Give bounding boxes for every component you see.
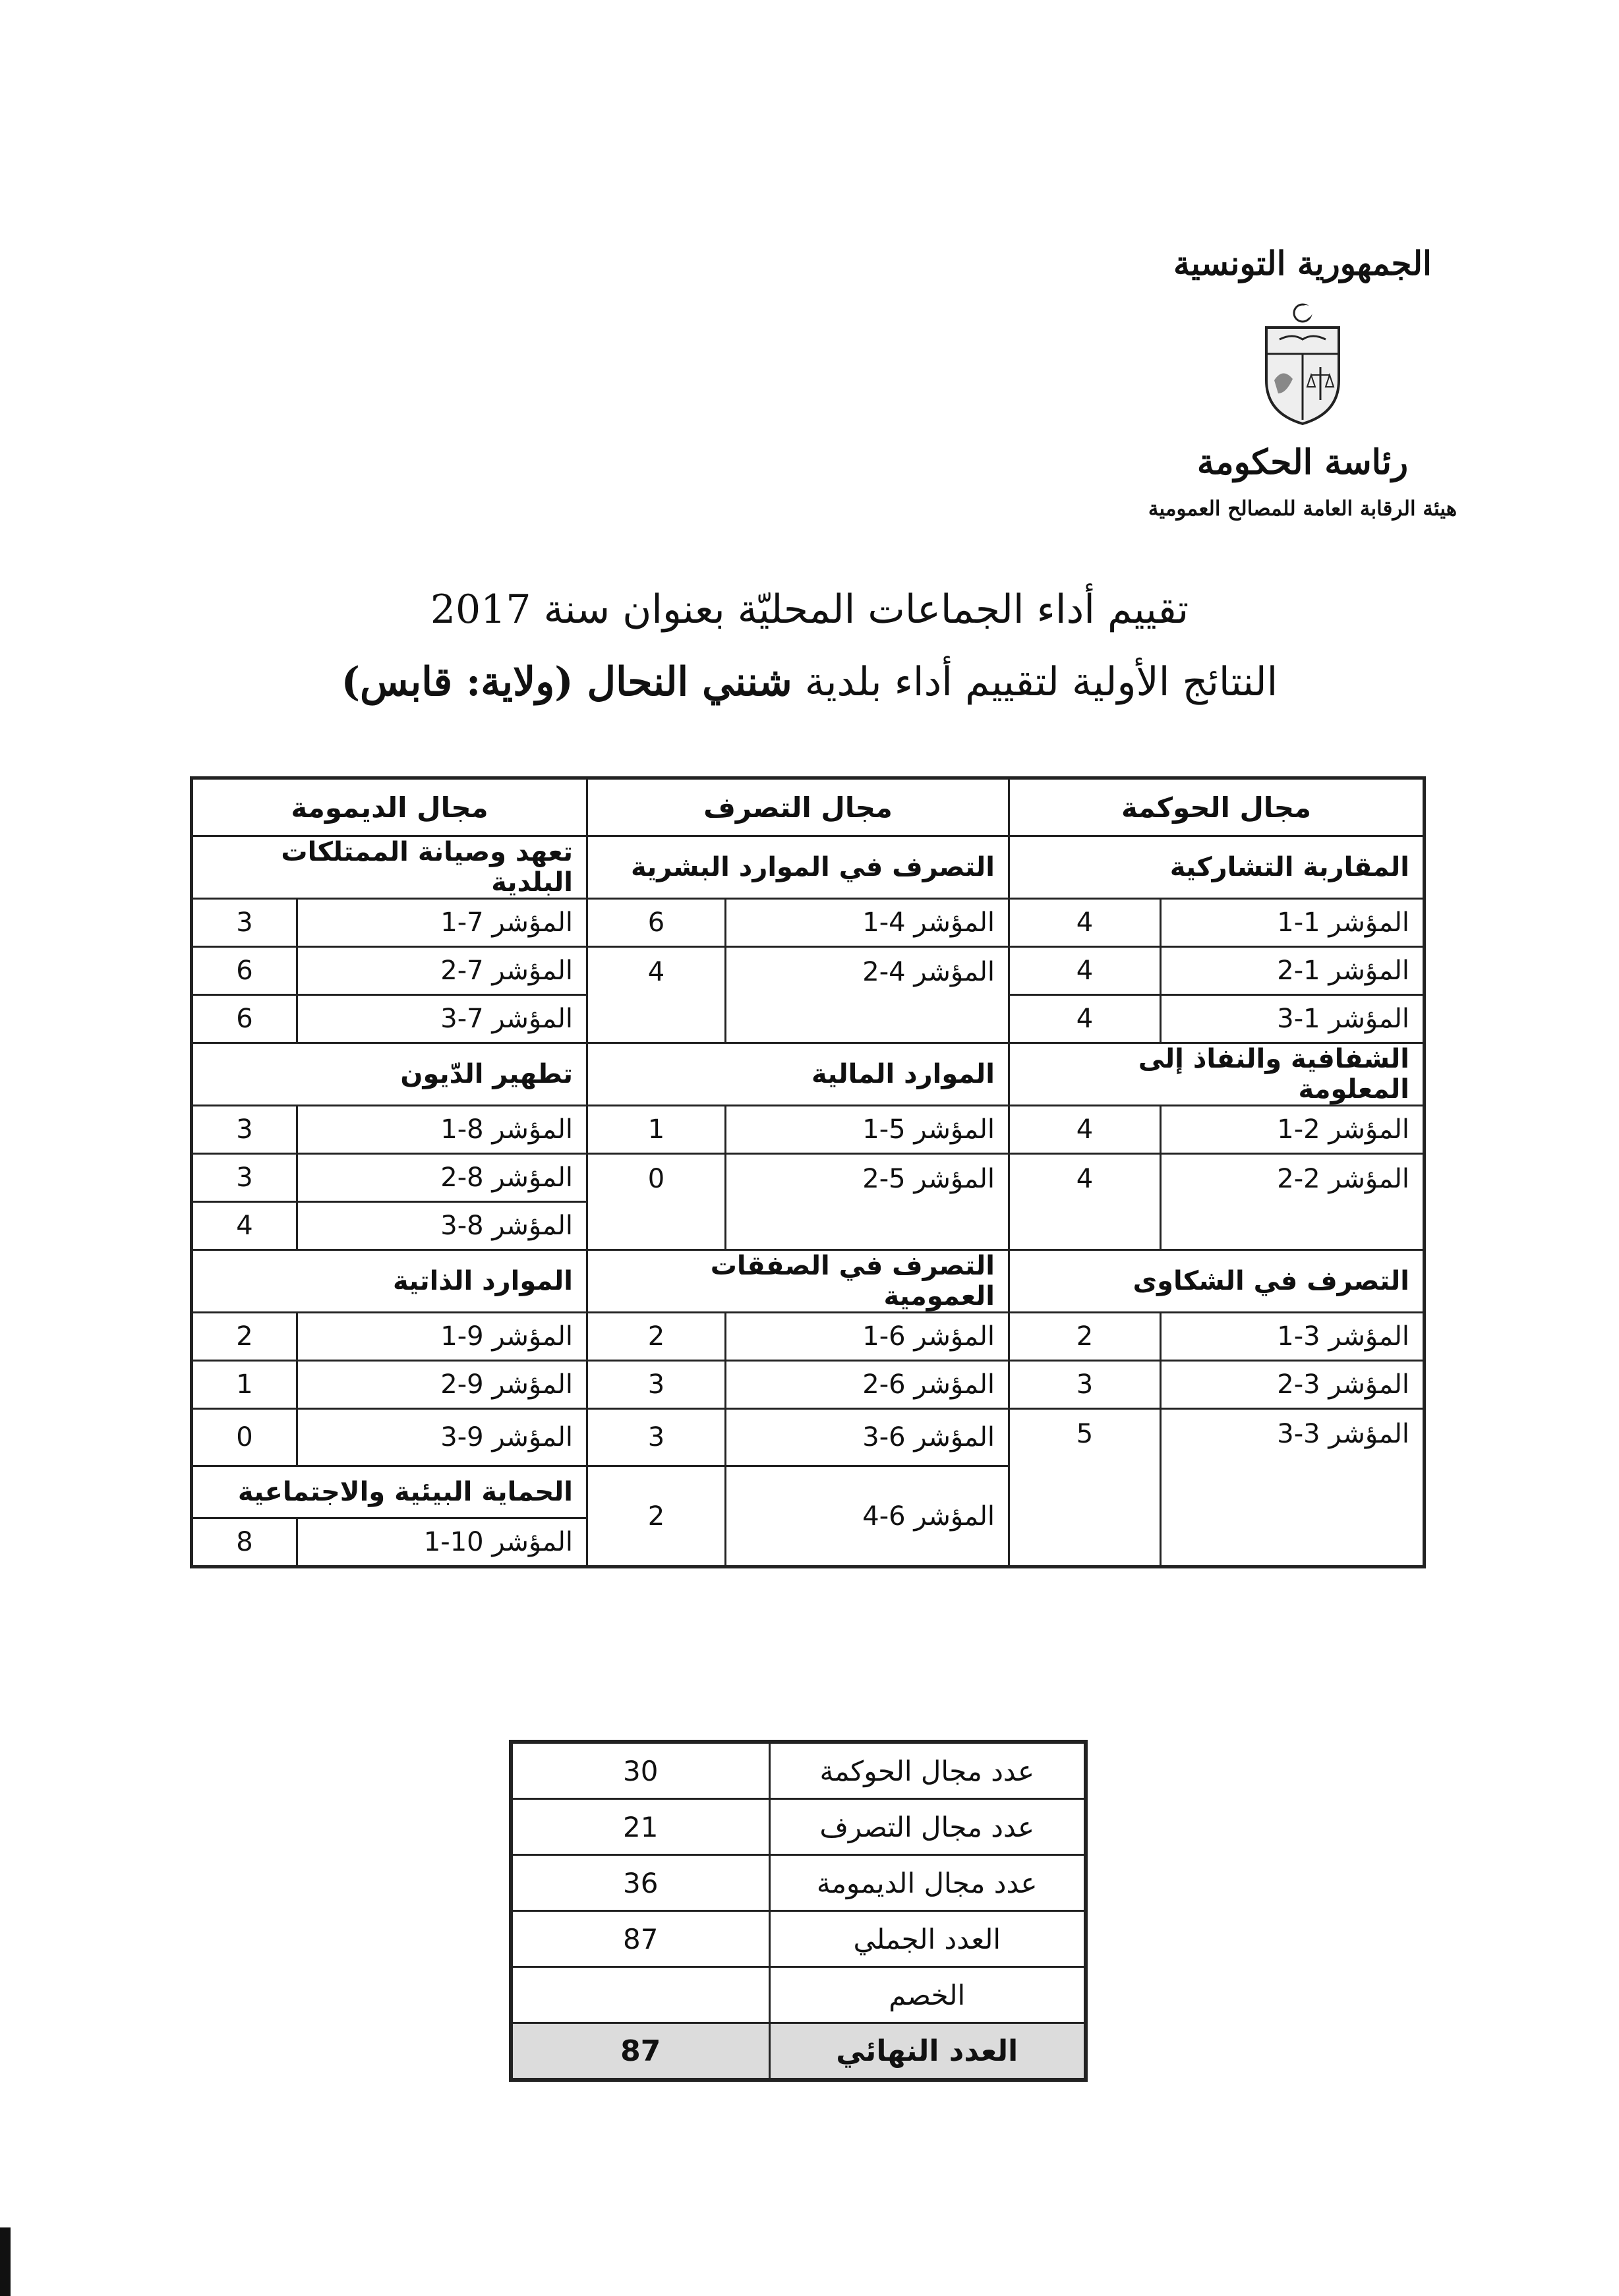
summary-label: الخصم [769, 1967, 1086, 2023]
republic-name: الجمهورية التونسية [1173, 244, 1432, 283]
indicator-label: المؤشر 2-2 [1161, 1154, 1425, 1250]
final-score-value: 87 [511, 2023, 769, 2081]
indicator-value: 4 [1009, 947, 1161, 995]
indicator-value: 6 [192, 947, 297, 995]
domain-management: مجال التصرف [587, 778, 1009, 836]
indicator-label: المؤشر 3-1 [1161, 1313, 1425, 1361]
indicator-value: 0 [587, 1154, 726, 1250]
domain-governance: مجال الحوكمة [1009, 778, 1425, 836]
indicator-label: المؤشر 5-2 [726, 1154, 1009, 1250]
indicator-label: المؤشر 3-3 [1161, 1409, 1425, 1567]
indicator-value: 3 [192, 899, 297, 947]
indicator-value: 0 [192, 1409, 297, 1466]
indicator-value: 2 [587, 1313, 726, 1361]
indicator-label: المؤشر 6-1 [726, 1313, 1009, 1361]
section-human-resources: التصرف في الموارد البشرية [587, 836, 1009, 899]
indicator-value: 3 [192, 1154, 297, 1202]
subtitle-prefix: النتائج الأولية لتقييم أداء بلدية [804, 659, 1278, 705]
indicator-value: 2 [192, 1313, 297, 1361]
indicator-value: 3 [587, 1361, 726, 1409]
indicator-label: المؤشر 7-1 [297, 899, 587, 947]
indicator-label: المؤشر 6-3 [726, 1409, 1009, 1466]
indicator-value: 4 [587, 947, 726, 1043]
domain-sustainability: مجال الديمومة [192, 778, 587, 836]
indicator-value: 4 [1009, 1154, 1161, 1250]
summary-value: 30 [511, 1742, 769, 1799]
indicator-value: 1 [587, 1106, 726, 1154]
indicator-value: 3 [1009, 1361, 1161, 1409]
indicators-table [190, 776, 1426, 1568]
indicator-label: المؤشر 1-3 [1161, 995, 1425, 1043]
indicator-label: المؤشر 9-1 [297, 1313, 587, 1361]
section-debt-clearance: تطهير الدّيون [192, 1043, 587, 1106]
document-title: تقييم أداء الجماعات المحليّة بعنوان سنة 2017 [430, 587, 1189, 633]
indicator-label: المؤشر 8-3 [297, 1202, 587, 1250]
indicator-label: المؤشر 7-3 [297, 995, 587, 1043]
summary-table [509, 1740, 1088, 2082]
summary-value: 87 [511, 1911, 769, 1967]
tunisia-coat-of-arms-icon [1260, 301, 1345, 426]
indicator-label: المؤشر 9-3 [297, 1409, 587, 1466]
section-public-procurement: التصرف في الصفقات العمومية [587, 1250, 1009, 1313]
indicator-label: المؤشر 4-1 [726, 899, 1009, 947]
section-participatory: المقاربة التشاركية [1009, 836, 1425, 899]
summary-label: عدد مجال الديمومة [769, 1855, 1086, 1911]
indicator-label: المؤشر 2-1 [1161, 1106, 1425, 1154]
indicator-value: 2 [587, 1466, 726, 1567]
indicator-label: المؤشر 6-4 [726, 1466, 1009, 1567]
scan-edge-mark [0, 2227, 11, 2296]
section-property-maintenance: تعهد وصيانة الممتلكات البلدية [192, 836, 587, 899]
indicator-value: 6 [192, 995, 297, 1043]
authority-name: هيئة الرقابة العامة للمصالح العمومية [1148, 497, 1457, 521]
indicator-label: المؤشر 6-2 [726, 1361, 1009, 1409]
summary-label: عدد مجال الحوكمة [769, 1742, 1086, 1799]
indicator-value: 5 [1009, 1409, 1161, 1567]
government-name: رئاسة الحكومة [1196, 442, 1409, 482]
indicator-label: المؤشر 7-2 [297, 947, 587, 995]
municipality-name: شنني النحال (ولاية: قابس) [341, 659, 792, 705]
summary-label: العدد الجملي [769, 1911, 1086, 1967]
letterhead [1098, 244, 1507, 521]
indicator-value: 4 [1009, 1106, 1161, 1154]
summary-value [511, 1967, 769, 2023]
summary-label: عدد مجال التصرف [769, 1799, 1086, 1855]
indicator-value: 6 [587, 899, 726, 947]
indicator-label: المؤشر 8-2 [297, 1154, 587, 1202]
indicator-label: المؤشر 8-1 [297, 1106, 587, 1154]
indicator-value: 4 [1009, 899, 1161, 947]
summary-value: 36 [511, 1855, 769, 1911]
indicator-label: المؤشر 10-1 [297, 1518, 587, 1567]
indicator-value: 8 [192, 1518, 297, 1567]
indicator-label: المؤشر 3-2 [1161, 1361, 1425, 1409]
section-transparency: الشفافية والنفاذ إلى المعلومة [1009, 1043, 1425, 1106]
indicator-label: المؤشر 5-1 [726, 1106, 1009, 1154]
section-complaints: التصرف في الشكاوى [1009, 1250, 1425, 1313]
indicator-label: المؤشر 1-2 [1161, 947, 1425, 995]
indicator-value: 3 [192, 1106, 297, 1154]
final-score-label: العدد النهائي [769, 2023, 1086, 2081]
indicator-value: 3 [587, 1409, 726, 1466]
indicator-value: 1 [192, 1361, 297, 1409]
document-subtitle [0, 659, 1619, 705]
indicator-value: 2 [1009, 1313, 1161, 1361]
indicator-label: المؤشر 1-1 [1161, 899, 1425, 947]
indicator-value: 4 [192, 1202, 297, 1250]
section-environmental-protection: الحماية البيئية والاجتماعية [192, 1466, 587, 1518]
section-own-resources: الموارد الذاتية [192, 1250, 587, 1313]
indicator-value: 4 [1009, 995, 1161, 1043]
summary-value: 21 [511, 1799, 769, 1855]
indicator-label: المؤشر 4-2 [726, 947, 1009, 1043]
section-financial-resources: الموارد المالية [587, 1043, 1009, 1106]
indicator-label: المؤشر 9-2 [297, 1361, 587, 1409]
